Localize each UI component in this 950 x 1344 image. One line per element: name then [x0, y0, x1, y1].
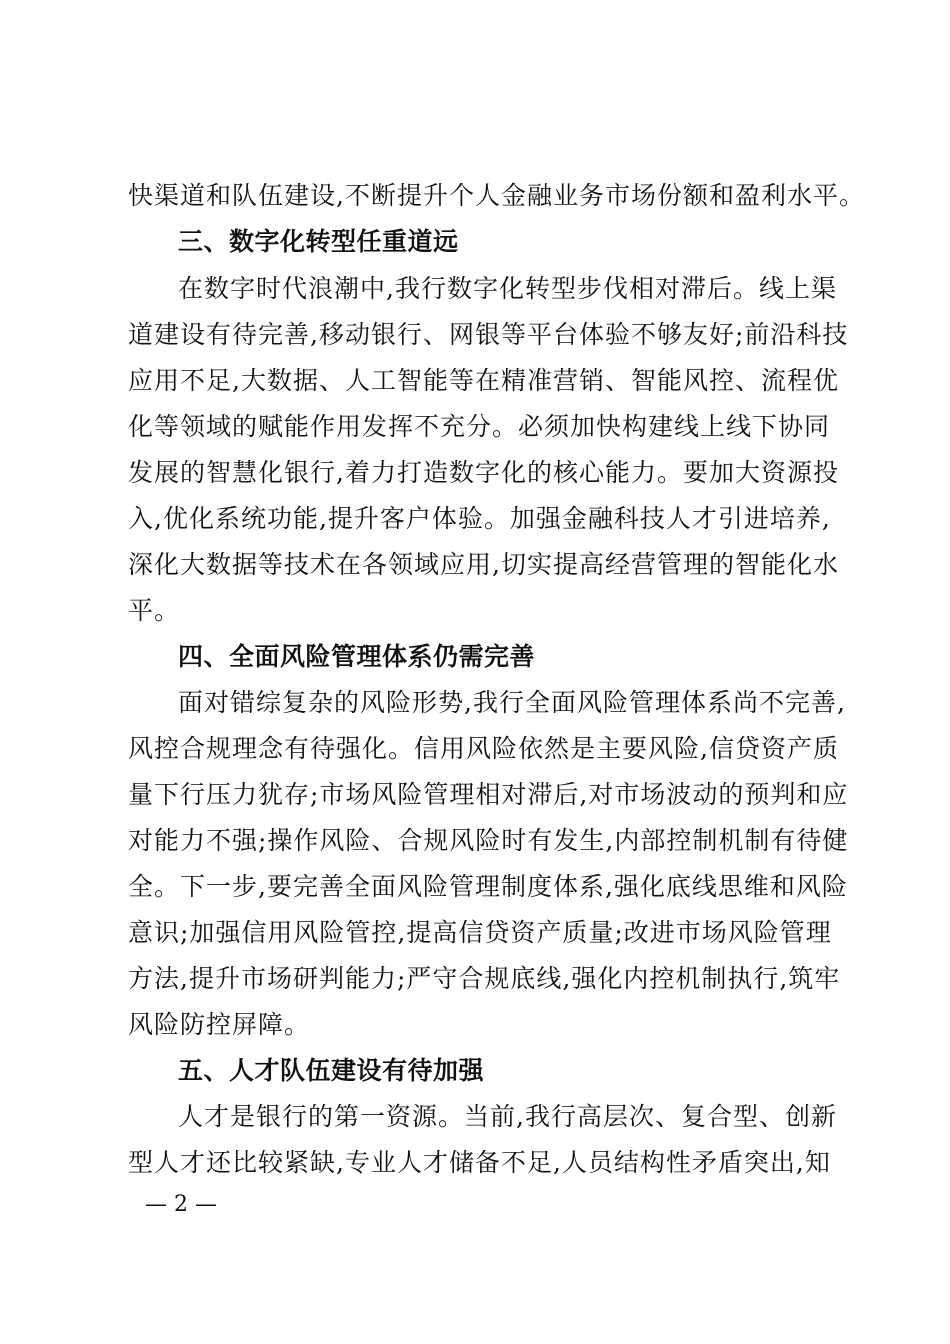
body-text-line: 全。下一步,要完善全面风险管理制度体系,强化底线思维和风险: [128, 872, 848, 901]
body-text-line: 风险防控屏障。: [128, 1010, 311, 1039]
body-text-line: 快渠道和队伍建设,不断提升个人金融业务市场份额和盈利水平。: [128, 181, 865, 210]
body-text-line: 意识;加强信用风险管控,提高信贷资产质量;改进市场风险管理: [128, 918, 832, 947]
body-text-line: 平。: [128, 596, 181, 625]
body-text-line: 量下行压力犹存;市场风险管理相对滞后,对市场波动的预判和应: [128, 780, 849, 809]
body-text-line: 道建设有待完善,移动银行、网银等平台体验不够友好;前沿科技: [128, 320, 849, 349]
section-heading-4: 四、全面风险管理体系仍需完善: [178, 642, 536, 671]
body-text-line: 深化大数据等技术在各领域应用,切实提高经营管理的智能化水: [128, 550, 839, 579]
body-text-line: 方法,提升市场研判能力;严守合规底线,强化内控机制执行,筑牢: [128, 964, 841, 993]
body-text-line: 风控合规理念有待强化。信用风险依然是主要风险,信贷资产质: [128, 734, 839, 763]
section-heading-3: 三、数字化转型任重道远: [178, 227, 459, 256]
body-text-line: 人才是银行的第一资源。当前,我行高层次、复合型、创新: [178, 1102, 837, 1131]
section-heading-5: 五、人才队伍建设有待加强: [178, 1056, 485, 1085]
body-text-line: 入,优化系统功能,提升客户体验。加强金融科技人才引进培养,: [128, 504, 831, 533]
body-text-line: 应用不足,大数据、人工智能等在精准营销、智能风控、流程优: [128, 366, 839, 395]
body-text-line: 发展的智慧化银行,着力打造数字化的核心能力。要加大资源投: [128, 458, 839, 487]
body-text-line: 型人才还比较紧缺,专业人才储备不足,人员结构性矛盾突出,知: [128, 1148, 831, 1177]
body-text-line: 化等领域的赋能作用发挥不充分。必须加快构建线上线下协同: [128, 412, 831, 441]
body-text-line: 对能力不强;操作风险、合规风险时有发生,内部控制机制有待健: [128, 826, 849, 855]
page-number: — 2 —: [145, 1192, 217, 1217]
body-text-line: 面对错综复杂的风险形势,我行全面风险管理体系尚不完善,: [178, 688, 846, 717]
body-text-line: 在数字时代浪潮中,我行数字化转型步伐相对滞后。线上渠: [178, 274, 837, 303]
